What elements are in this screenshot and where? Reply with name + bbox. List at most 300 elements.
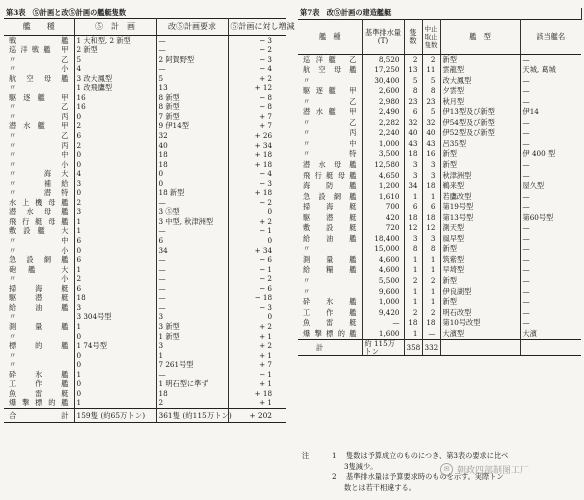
table-cell: 18 — [156, 150, 228, 160]
ship-type-cell: 航空母艦 — [298, 65, 362, 76]
ship-type-cell: 〃 小 — [4, 160, 74, 170]
table-cell: 8 — [422, 244, 440, 255]
table-cell: 8 — [422, 86, 440, 97]
ship-type-cell: 給油艦 — [4, 303, 74, 313]
table-cell: − 8 — [259, 92, 273, 102]
ship-type-cell: 巡洋艦 乙 — [298, 54, 362, 65]
ship-type-cell: 〃 小 — [4, 64, 74, 74]
table-cell: 2,490 — [362, 107, 404, 118]
table-cell: − 6 — [259, 283, 273, 293]
table-cell: 3 304号型 — [74, 312, 156, 322]
table-cell: 0 — [74, 150, 156, 160]
note-text-cont: 3隻減少。 — [344, 461, 378, 471]
table-cell: 2 — [422, 54, 440, 65]
table-cell: + 1 — [259, 398, 273, 408]
table-cell: 伊54型及び新型 — [440, 118, 520, 129]
table-cell: 筑紫型 — [440, 255, 520, 266]
table-cell: 5 — [404, 76, 422, 87]
table-cell: 1 大和型, 2 新型 — [74, 35, 156, 45]
table-cell: 1,000 — [362, 297, 404, 308]
header-cell: 艦 種 — [4, 18, 74, 35]
table-cell: 18 — [404, 149, 422, 160]
ship-type-cell: 〃 — [298, 287, 362, 298]
table-cell: − 1 — [259, 264, 273, 274]
table-cell: — — [156, 293, 228, 303]
table-cell: 改大鳳型 — [440, 76, 520, 87]
table-row — [4, 332, 286, 342]
ship-type-cell: 〃 中 — [4, 150, 74, 160]
ship-type-cell: 敷設艦 大 — [4, 226, 74, 236]
table-row — [4, 83, 286, 93]
table-cell: 早埼型 — [440, 265, 520, 276]
table-cell: 若鷹改型 — [440, 192, 520, 203]
table-cell: 9,600 — [362, 287, 404, 298]
table-cell: 4,600 — [362, 255, 404, 266]
table-cell: 40 — [404, 128, 422, 139]
table-cell: 12 — [422, 223, 440, 234]
table-row — [298, 318, 581, 329]
table-cell: 3 — [404, 234, 422, 245]
table-cell: 0 — [74, 188, 156, 198]
table-cell: 5 — [156, 74, 228, 84]
table-cell: + 7 — [259, 121, 273, 131]
table-cell: — — [156, 255, 228, 265]
table-cell: 18 — [422, 318, 440, 329]
table-row — [4, 246, 286, 256]
table-cell: — — [522, 233, 530, 243]
table-cell: + 7 — [259, 111, 273, 121]
ship-type-cell: 飛行艇母艦 — [298, 171, 362, 182]
header-cell: 基準排水量 (T) — [362, 19, 404, 54]
table-cell: 2,600 — [362, 86, 404, 97]
table-cell: 1,600 — [362, 329, 404, 340]
note-text-cont: 数とは若干相違する。 — [344, 482, 416, 492]
table-cell: − 8 — [259, 102, 273, 112]
ship-type-cell: 魚雷艇 — [298, 318, 362, 329]
table-cell: 鵜来型 — [440, 181, 520, 192]
table-cell: 0 — [74, 112, 156, 122]
table-cell: 0 — [74, 389, 156, 399]
table-cell: 4,600 — [362, 265, 404, 276]
table-row — [298, 65, 581, 76]
table-cell: + 7 — [259, 360, 273, 370]
table-cell: 6 — [74, 284, 156, 294]
table-cell: 2 — [74, 141, 156, 151]
table-row — [298, 118, 581, 129]
table-cell: — — [522, 117, 530, 127]
table-row — [298, 202, 581, 213]
table-row — [298, 265, 581, 276]
table-cell: 32 — [422, 118, 440, 129]
header-cell: ⑤計画に対し増減 — [228, 18, 286, 35]
table-cell: 18 — [156, 389, 228, 399]
table-cell: 明石改型 — [440, 308, 520, 319]
table-cell: 34 — [156, 246, 228, 256]
table-cell: 0 — [267, 207, 273, 217]
header-cell: 改⑤計画要求 — [156, 18, 228, 35]
table-row — [4, 351, 286, 361]
table-cell: — — [522, 191, 530, 201]
table-3-caption: 第3表 ⑤計画と改⑤計画の艦艇隻数 — [6, 8, 127, 17]
table-cell: 2 — [74, 121, 156, 131]
table-cell: + 18 — [254, 388, 273, 398]
table-row — [298, 234, 581, 245]
table-cell: — — [522, 223, 530, 233]
table-cell: 1 — [422, 192, 440, 203]
table-row — [4, 303, 286, 313]
table-cell: 新型 — [440, 244, 520, 255]
table-cell: 伊14 — [522, 107, 539, 117]
table-cell: 32 — [404, 118, 422, 129]
table-cell: 15,000 — [362, 244, 404, 255]
table-cell: — — [422, 329, 440, 340]
watermark-text: 朝政四部制图工厂 — [457, 465, 530, 476]
table-cell: 18 新型 — [156, 188, 228, 198]
total-cell: 約 115万トン — [362, 340, 404, 356]
table-row — [298, 76, 581, 87]
table-cell: 8,520 — [362, 54, 404, 65]
table-cell: 2 — [422, 276, 440, 287]
ship-type-cell: 敷設艇 — [298, 223, 362, 234]
table-row — [4, 370, 286, 380]
ship-type-cell: 〃 潜特 — [4, 188, 74, 198]
table-row — [298, 308, 581, 319]
table-cell: − 4 — [259, 169, 273, 179]
ship-type-cell: 砕氷艦 — [4, 370, 74, 380]
total-cell — [440, 340, 520, 356]
table-cell: 3 ⑤型 — [156, 207, 228, 217]
table-row — [4, 74, 286, 84]
table-cell: 4 — [74, 64, 156, 74]
table-cell: 7 261号型 — [156, 360, 228, 370]
table-3-total-row — [4, 408, 286, 422]
table-row — [4, 131, 286, 141]
table-cell: — — [156, 303, 228, 313]
table-row — [4, 398, 286, 408]
table-cell: 風早型 — [440, 234, 520, 245]
ship-type-cell: 〃 乙 — [298, 97, 362, 108]
table-cell: — — [156, 35, 228, 45]
table-cell: 第10号改型 — [440, 318, 520, 329]
ship-type-cell: 工作艦 — [298, 308, 362, 319]
table-row — [4, 312, 286, 322]
table-cell: 2,980 — [362, 97, 404, 108]
table-cell: 1 — [74, 398, 156, 408]
table-cell: 13 — [156, 83, 228, 93]
table-cell: 6 — [74, 131, 156, 141]
ship-type-cell: 測量艦 — [4, 322, 74, 332]
table-cell: 秋月型 — [440, 97, 520, 108]
table-cell: + 34 — [254, 140, 273, 150]
table-cell: 1 — [422, 297, 440, 308]
table-cell: 3 新型 — [156, 322, 228, 332]
table-row — [4, 93, 286, 103]
table-cell: 3 — [74, 303, 156, 313]
table-cell: − 1 — [259, 226, 273, 236]
ship-type-cell: 海防艦 — [298, 181, 362, 192]
table-row — [298, 171, 581, 182]
total-cell: 159隻 (約65万トン) — [74, 408, 156, 422]
header-cell: 隻数 — [404, 19, 422, 54]
table-cell: — — [522, 86, 530, 96]
table-row — [298, 139, 581, 150]
table-row — [4, 265, 286, 275]
table-cell: 1 — [422, 287, 440, 298]
table-cell: 3 — [422, 160, 440, 171]
table-cell: 8 新型 — [156, 93, 228, 103]
table-cell: — — [522, 265, 530, 275]
table-cell: + 18 — [254, 188, 273, 198]
table-cell: — — [522, 96, 530, 106]
table-row — [4, 121, 286, 131]
ship-type-cell: 〃 — [4, 312, 74, 322]
table-cell: 0 — [74, 351, 156, 361]
table-cell: 3 — [156, 341, 228, 351]
table-cell: 0 — [74, 246, 156, 256]
table-cell: 2 — [404, 54, 422, 65]
table-cell: − 6 — [259, 255, 273, 265]
table-row — [4, 55, 286, 65]
note-number: 1 — [332, 451, 337, 460]
table-cell: 新型 — [440, 297, 520, 308]
table-row — [4, 226, 286, 236]
table-cell: 1 — [404, 329, 422, 340]
table-cell: 3 改大鳳型 — [74, 74, 156, 84]
table-cell: 1 — [74, 322, 156, 332]
table-cell: 0 — [156, 179, 228, 189]
table-row — [4, 179, 286, 189]
table-cell: 伊13型及び新型 — [440, 107, 520, 118]
table-row — [4, 389, 286, 399]
table-cell: 700 — [362, 202, 404, 213]
table-cell: 12,580 — [362, 160, 404, 171]
table-cell: 3 — [74, 179, 156, 189]
table-cell: 0 — [74, 332, 156, 342]
table-cell: 伊良湖型 — [440, 287, 520, 298]
table-cell: 1 — [74, 265, 156, 275]
table-cell: + 1 — [259, 350, 273, 360]
table-cell: 5 — [422, 76, 440, 87]
table-row — [4, 255, 286, 265]
table-row — [4, 188, 286, 198]
ship-type-cell: 〃 特 — [298, 149, 362, 160]
table-cell: − 2 — [259, 274, 273, 284]
table-cell: 18 — [404, 213, 422, 224]
table-cell: 9 伊14型 — [156, 121, 228, 131]
ship-type-cell: 〃 小 — [4, 274, 74, 284]
table-cell: 18 — [422, 213, 440, 224]
table-cell: 0 — [74, 160, 156, 170]
total-cell: 332 — [422, 340, 440, 356]
total-cell — [520, 340, 581, 356]
ship-type-cell: 潜水母艦 — [4, 207, 74, 217]
total-cell: + 202 — [228, 408, 286, 422]
table-cell: − 2 — [259, 197, 273, 207]
table-row — [4, 284, 286, 294]
table-row — [4, 217, 286, 227]
table-cell: 新型 — [440, 276, 520, 287]
table-row — [298, 160, 581, 171]
table-cell: 9,420 — [362, 308, 404, 319]
table-cell: 雲龍型 — [440, 65, 520, 76]
table-cell: 1 明石型に準ず — [156, 379, 228, 389]
table-cell: 5,500 — [362, 276, 404, 287]
table-cell: 1 — [404, 297, 422, 308]
ship-type-cell: 潜水艦 甲 — [4, 121, 74, 131]
table-cell: 6 — [404, 107, 422, 118]
ship-type-cell: 〃 中 — [298, 139, 362, 150]
table-cell: 3 — [404, 171, 422, 182]
table-cell: 16 — [422, 149, 440, 160]
table-7-total-row — [298, 340, 581, 356]
table-cell: 2,240 — [362, 128, 404, 139]
table-cell: 2,282 — [362, 118, 404, 129]
table-cell: − 3 — [259, 302, 273, 312]
table-row — [4, 341, 286, 351]
table-cell: — — [156, 198, 228, 208]
table-row — [4, 169, 286, 179]
table-cell: 夕雲型 — [440, 86, 520, 97]
table-cell: 0 — [156, 169, 228, 179]
table-cell: — — [522, 170, 530, 180]
table-cell: 11 — [422, 65, 440, 76]
table-cell: 1,200 — [362, 181, 404, 192]
ship-type-cell: 〃 — [4, 351, 74, 361]
table-cell: — — [156, 226, 228, 236]
table-cell: 測天型 — [440, 223, 520, 234]
table-cell: + 12 — [254, 83, 273, 93]
table-cell: 呂35型 — [440, 139, 520, 150]
table-cell: − 18 — [254, 293, 273, 303]
ship-type-cell: 魚雷艇 — [4, 389, 74, 399]
table-row — [4, 293, 286, 303]
table-row — [4, 45, 286, 55]
table-cell: — — [522, 75, 530, 85]
table-cell: — — [522, 307, 530, 317]
table-cell: 6 — [74, 255, 156, 265]
ship-type-cell: 戦 艦 — [4, 35, 74, 45]
table-cell: 23 — [404, 97, 422, 108]
table-cell: + 26 — [254, 131, 273, 141]
table-row — [4, 160, 286, 170]
ship-type-cell: 〃 小 — [4, 246, 74, 256]
ship-type-cell: 飛行艇母艦 — [4, 217, 74, 227]
table-cell: — — [522, 254, 530, 264]
table-cell: 0 — [267, 312, 273, 322]
table-row — [4, 360, 286, 370]
ship-type-cell: 駆潜艇 — [298, 213, 362, 224]
table-cell: 第19号型 — [440, 202, 520, 213]
ship-type-cell: 標的艦 — [4, 341, 74, 351]
ship-type-cell: 給油艦 — [298, 234, 362, 245]
total-label: 計 — [298, 340, 362, 356]
ship-type-cell: 駆逐艦 甲 — [4, 93, 74, 103]
ship-type-cell: 爆撃標的艦 — [298, 329, 362, 340]
table-cell: — — [522, 54, 530, 64]
table-cell: + 2 — [259, 216, 273, 226]
table-cell: 3 — [404, 160, 422, 171]
table-cell: 4,650 — [362, 171, 404, 182]
table-cell: 1 — [422, 255, 440, 266]
ship-type-cell: 〃 — [4, 360, 74, 370]
table-cell: 1 74号型 — [74, 341, 156, 351]
table-3 — [4, 8, 295, 423]
table-cell: 32 — [156, 131, 228, 141]
header-cell: ⑤ 計 画 — [74, 18, 156, 35]
table-cell: − 4 — [259, 64, 273, 74]
table-row — [298, 244, 581, 255]
table-row — [4, 274, 286, 284]
table-cell: 1 — [404, 192, 422, 203]
table-cell: — — [522, 128, 530, 138]
table-cell: − 3 — [259, 54, 273, 64]
table-cell: 2 — [404, 276, 422, 287]
table-cell: 0 — [74, 379, 156, 389]
table-cell: 4 — [74, 169, 156, 179]
table-cell: + 2 — [259, 341, 273, 351]
table-cell: 40 — [156, 141, 228, 151]
table-cell: 12 — [404, 223, 422, 234]
table-cell: 6 — [74, 236, 156, 246]
table-cell: 6 — [422, 202, 440, 213]
ship-type-cell: 〃 丙 — [4, 112, 74, 122]
ship-type-cell: 〃 丙 — [4, 141, 74, 151]
ship-type-cell: 掃海艇 — [4, 284, 74, 294]
ship-type-cell: 測量艦 — [298, 255, 362, 266]
ship-type-cell: 〃 — [298, 76, 362, 87]
table-cell: + 18 — [254, 150, 273, 160]
table-cell: 2 — [404, 308, 422, 319]
table-7 — [298, 8, 582, 356]
ship-type-cell: 潜水艦 甲 — [298, 107, 362, 118]
table-cell: 34 — [404, 181, 422, 192]
table-cell: — — [156, 265, 228, 275]
table-cell: 6 — [156, 236, 228, 246]
table-row — [298, 181, 581, 192]
table-cell: — — [156, 64, 228, 74]
table-cell: — — [522, 318, 530, 328]
notes-label: 注 — [302, 451, 310, 460]
ship-type-cell: 砕氷艦 — [298, 297, 362, 308]
note-number: 2 — [332, 472, 337, 481]
table-cell: 6 — [404, 202, 422, 213]
table-row — [4, 64, 286, 74]
ship-type-cell: 〃 中 — [4, 236, 74, 246]
table-row — [298, 107, 581, 118]
table-cell: 8 新型 — [156, 102, 228, 112]
table-cell: 420 — [362, 213, 404, 224]
table-row — [298, 287, 581, 298]
table-cell: 40 — [422, 128, 440, 139]
table-cell: 16 — [74, 102, 156, 112]
table-cell: + 2 — [259, 73, 273, 83]
table-cell: + 2 — [259, 321, 273, 331]
ship-type-cell: 〃 — [298, 244, 362, 255]
note-text: 隻数は予算成立のものにつき、第3表の要求に比べ — [346, 451, 509, 460]
table-row — [298, 97, 581, 108]
ship-type-cell: 爆撃標的艦 — [4, 398, 74, 408]
ship-type-cell: 給糧艦 — [298, 265, 362, 276]
table-cell: 7 新型 — [156, 112, 228, 122]
table-cell: — — [156, 274, 228, 284]
table-cell: − 3 — [259, 178, 273, 188]
ship-type-cell: 工作艦 — [4, 379, 74, 389]
table-cell: 第13号型 — [440, 213, 520, 224]
table-cell: − 3 — [259, 35, 273, 45]
ship-type-cell: 〃 乙 — [4, 102, 74, 112]
header-cell: 艦 型 — [440, 19, 520, 54]
table-row — [4, 102, 286, 112]
